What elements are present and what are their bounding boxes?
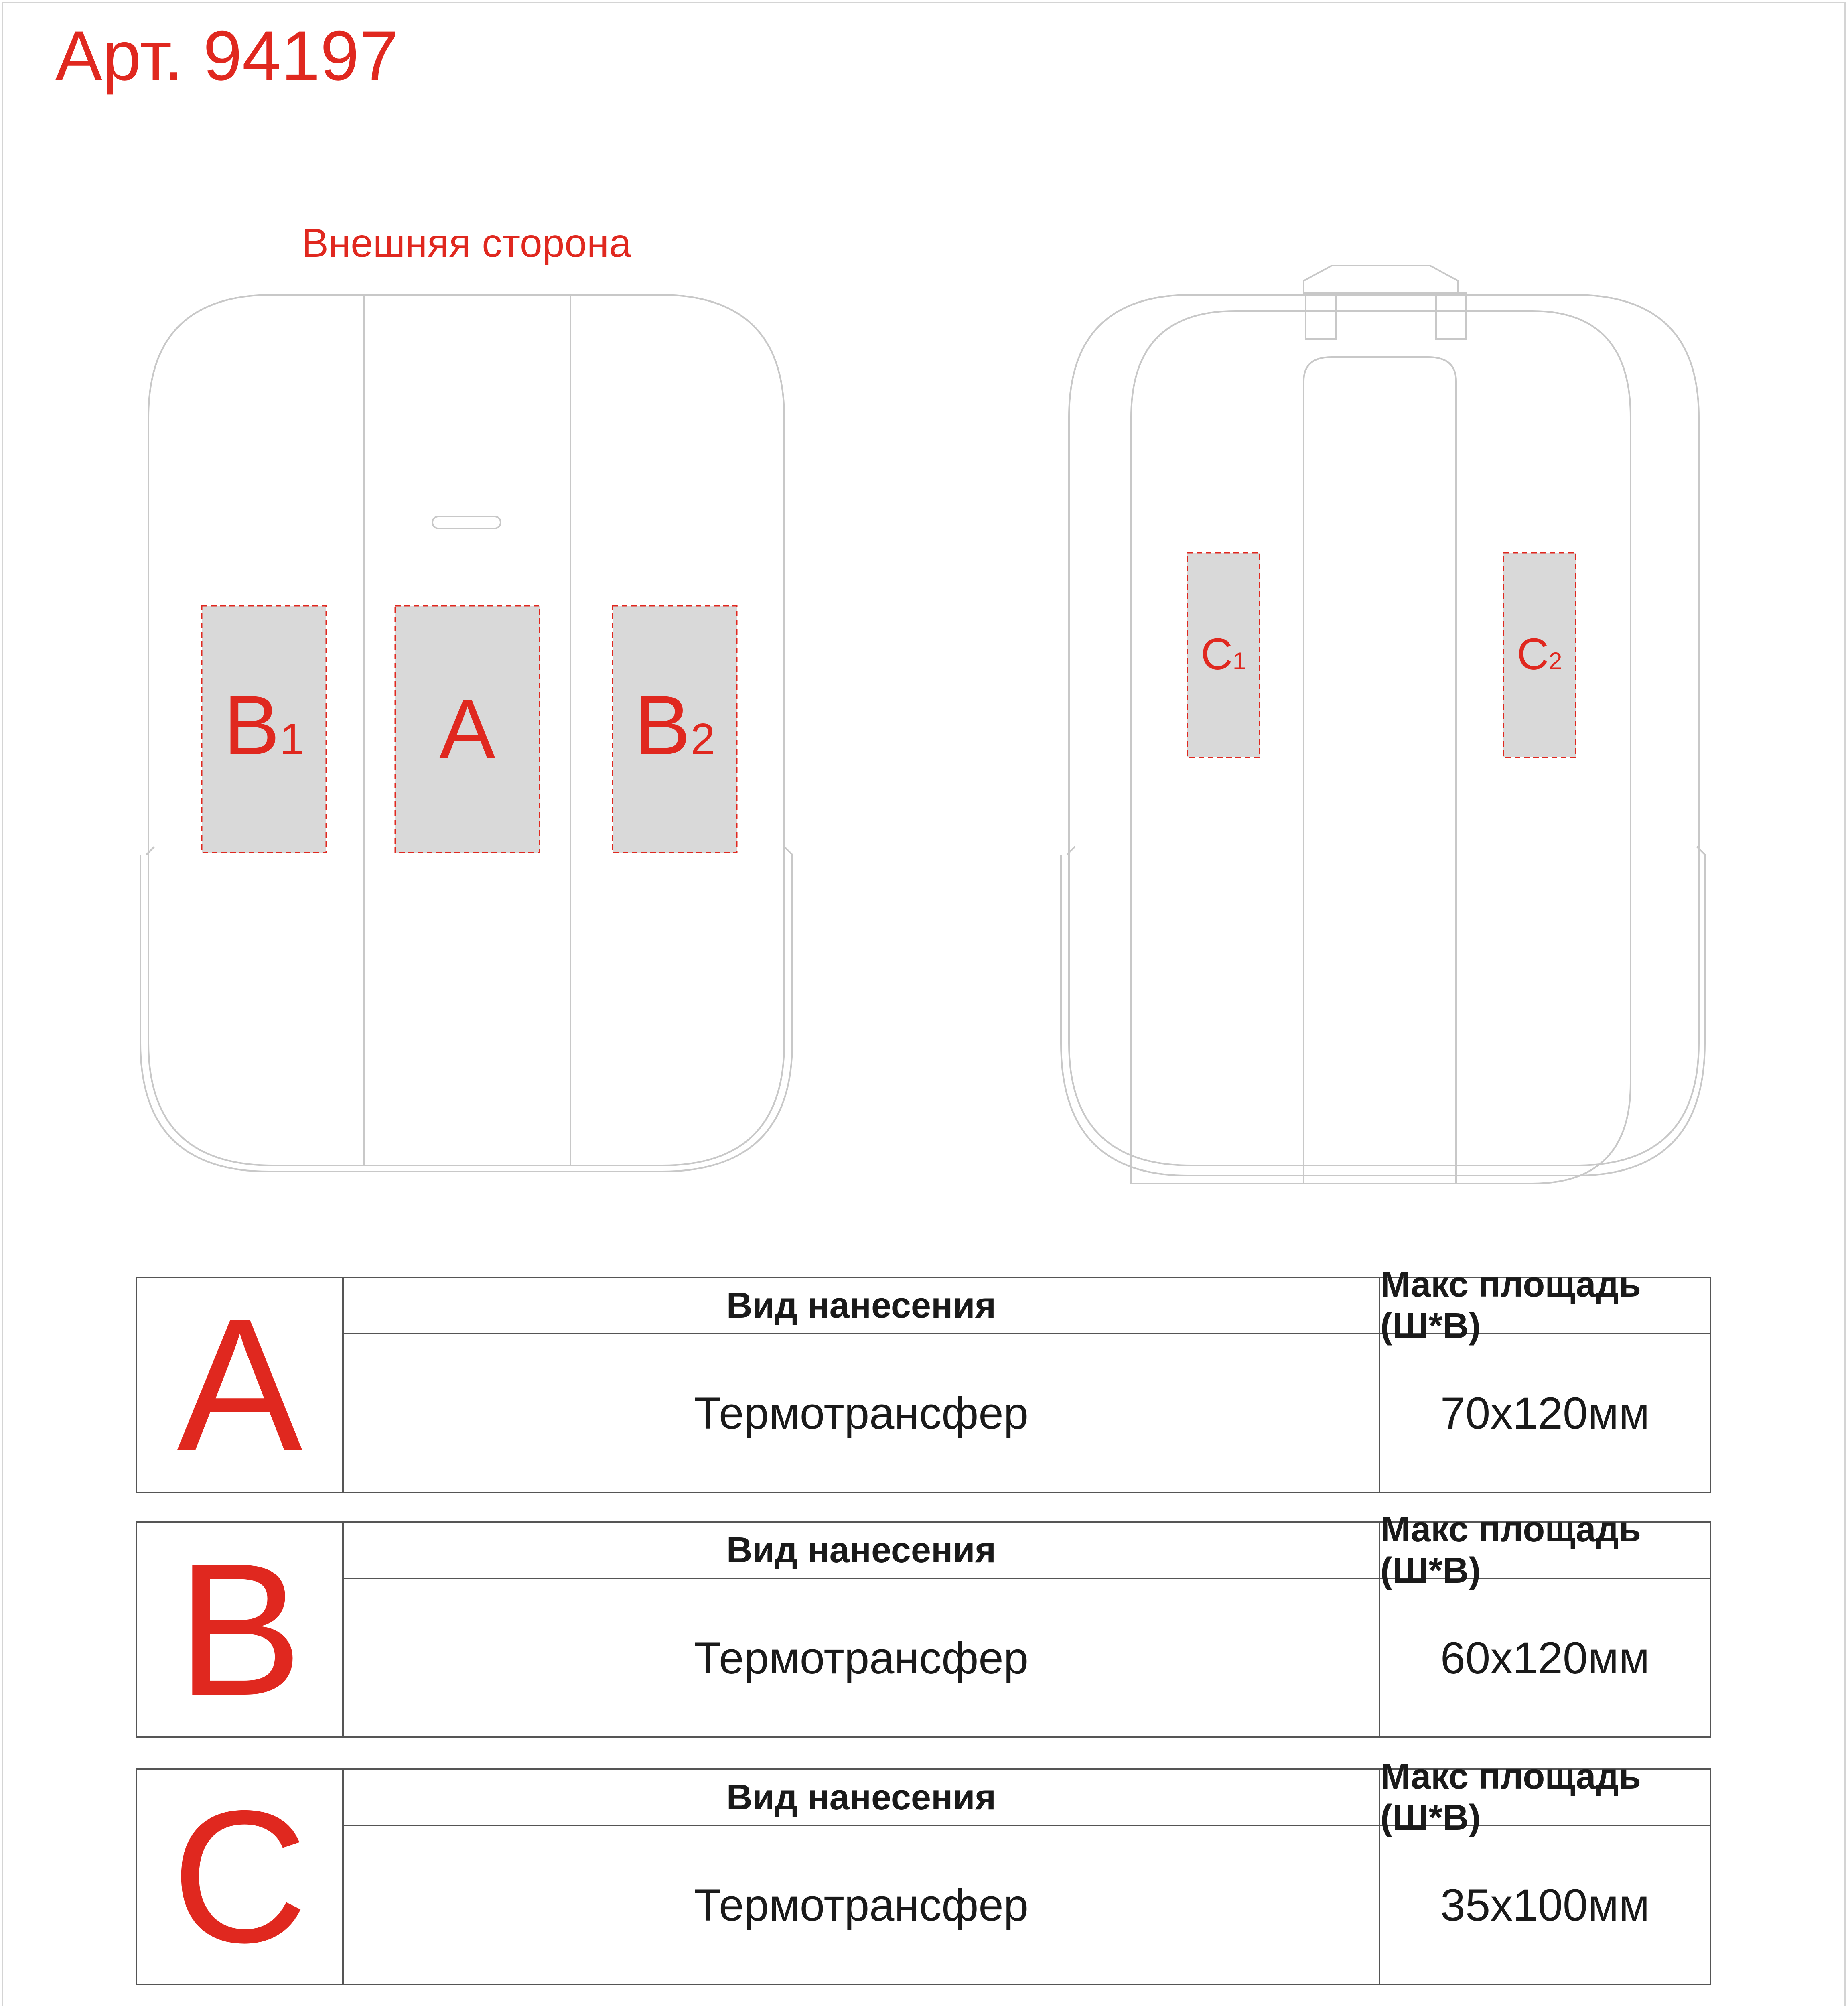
outer-side-label: Внешняя сторона: [302, 221, 631, 266]
article-title: Арт. 94197: [55, 17, 398, 95]
method-header-a: Вид нанесения: [344, 1278, 1379, 1334]
zone-b1-sub: 1: [280, 715, 304, 764]
size-value-b: 60x120мм: [1379, 1579, 1710, 1736]
zone-c1-sub: 1: [1233, 648, 1246, 674]
table-letter-c: C: [137, 1770, 344, 1984]
size-header-c: Макс площадь (Ш*В): [1379, 1770, 1710, 1826]
method-value-a: Термотрансфер: [694, 1388, 1028, 1438]
zone-b2-sub: 2: [690, 715, 715, 764]
method-value-c: Термотрансфер: [694, 1880, 1028, 1930]
back-view-outline: [1061, 266, 1705, 1184]
zone-a-label: A: [439, 682, 496, 776]
size-header-a: Макс площадь (Ш*В): [1379, 1278, 1710, 1334]
info-table-c: [136, 1756, 1711, 1985]
print-zone-b2: [613, 606, 737, 853]
table-letter-b: B: [137, 1523, 344, 1736]
info-table-b: [136, 1509, 1711, 1738]
size-value-c: 35x100мм: [1379, 1826, 1710, 1984]
zone-c2-sub: 2: [1549, 648, 1562, 674]
print-zone-c1: [1187, 553, 1260, 757]
zone-b1-label: B: [223, 678, 280, 772]
print-zone-b1: [202, 606, 326, 853]
zone-b2-label: B: [634, 678, 691, 772]
size-header-b: Макс площадь (Ш*В): [1379, 1523, 1710, 1579]
table-letter-a: A: [137, 1278, 344, 1492]
zone-c1-label: C: [1201, 629, 1233, 679]
size-value-a: 70x120мм: [1379, 1334, 1710, 1492]
method-value-b: Термотрансфер: [694, 1632, 1028, 1683]
method-header-b: Вид нанесения: [344, 1523, 1379, 1579]
print-zone-c2: [1503, 553, 1576, 757]
print-zone-a: [395, 606, 540, 853]
zone-c2-label: C: [1517, 629, 1549, 679]
info-table-a: [136, 1265, 1711, 1493]
method-header-c: Вид нанесения: [344, 1770, 1379, 1826]
